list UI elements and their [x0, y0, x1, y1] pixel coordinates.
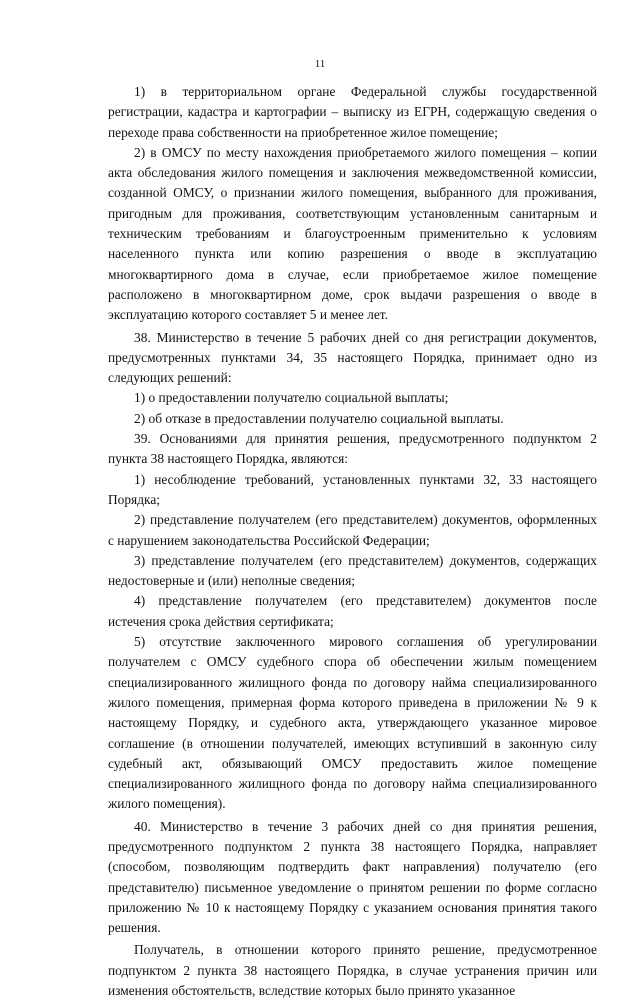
- document-body: [108, 82, 597, 1001]
- paragraph-38-item-2: 2) об отказе в предоставлении получателю социальной выплаты.: [134, 410, 504, 426]
- paragraph-40: 40. Министерство в течение 3 рабочих дней со дня принятия решения, предусмотренного подпунктом 2 пункта 38 настоящего Порядка, направляет (способом, позволяющим подтвердить факт направления) получателю (его представителю) письменное уведомление о принятом решении по форме согласно приложению № 10 к настоящему Порядку с указанием основания принятия такого решения.: [108, 818, 597, 936]
- paragraph-39-item-2: 2) представление получателем (его представителем) документов, оформленных с нарушением законодательства Российской Федерации;: [108, 512, 597, 548]
- paragraph-39: 39. Основаниями для принятия решения, предусмотренного подпунктом 2 пункта 38 настоящего Порядка, являются:: [108, 431, 597, 467]
- paragraph-2: 2) в ОМСУ по месту нахождения приобретаемого жилого помещения – копии акта обследования жилого помещения и заключения межведомственной комиссии, созданной ОМСУ, о признании жилого помещения, выбранного для проживания, пригодным для проживания, соответствующим установленным санитарным и техническим требованиям и благоустроенным применительно к условиям населенного пункта или копию разрешения о вводе в эксплуатацию многоквартирного дома в случае, если приобретаемое жилое помещение расположено в многоквартирном доме, срок выдачи разрешения о вводе в эксплуатацию которого составляет 5 и менее лет.: [108, 144, 597, 323]
- paragraph-1: 1) в территориальном органе Федеральной службы государственной регистрации, кадастра и картографии – выписку из ЕГРН, содержащую сведения о переходе права собственности на приобретенное жилое помещение;: [108, 84, 597, 140]
- page-number: 11: [314, 58, 326, 70]
- paragraph-39-item-3: 3) представление получателем (его представителем) документов, содержащих недостоверные и (или) неполные сведения;: [108, 552, 597, 589]
- paragraph-recipient: Получатель, в отношении которого принято решение, предусмотренное подпунктом 2 пункта 38 настоящего Порядка, в случае устранения причин или изменения обстоятельств, вследствие которых было принято указанное: [108, 942, 597, 999]
- paragraph-38: 38. Министерство в течение 5 рабочих дней со дня регистрации документов, предусмотренных пунктами 34, 35 настоящего Порядка, принимает одно из следующих решений:: [108, 329, 597, 386]
- paragraph-38-item-1: 1) о предоставлении получателю социальной выплаты;: [134, 390, 449, 406]
- paragraph-39-item-5: 5) отсутствие заключенного мирового соглашения об урегулировании получателем с ОМСУ судебного спора об обеспечении жилым помещением специализированного жилищного фонда по договору найма специализированного жилого помещения, примерная форма которого приведена в приложении № 9 к настоящему Порядку, и судебного акта, утверждающего указанное мировое соглашение (в отношении получателей, имеющих вступивший в законную силу судебный акт, обязывающий ОМСУ предоставить жилое помещение специализированного жилищного фонда по договору найма специализированного жилого помещения).: [108, 634, 597, 812]
- paragraph-39-item-4: 4) представление получателем (его представителем) документов после истечения срока действия сертификата;: [108, 593, 597, 629]
- paragraph-39-item-1: 1) несоблюдение требований, установленных пунктами 32, 33 настоящего Порядка;: [108, 471, 597, 507]
